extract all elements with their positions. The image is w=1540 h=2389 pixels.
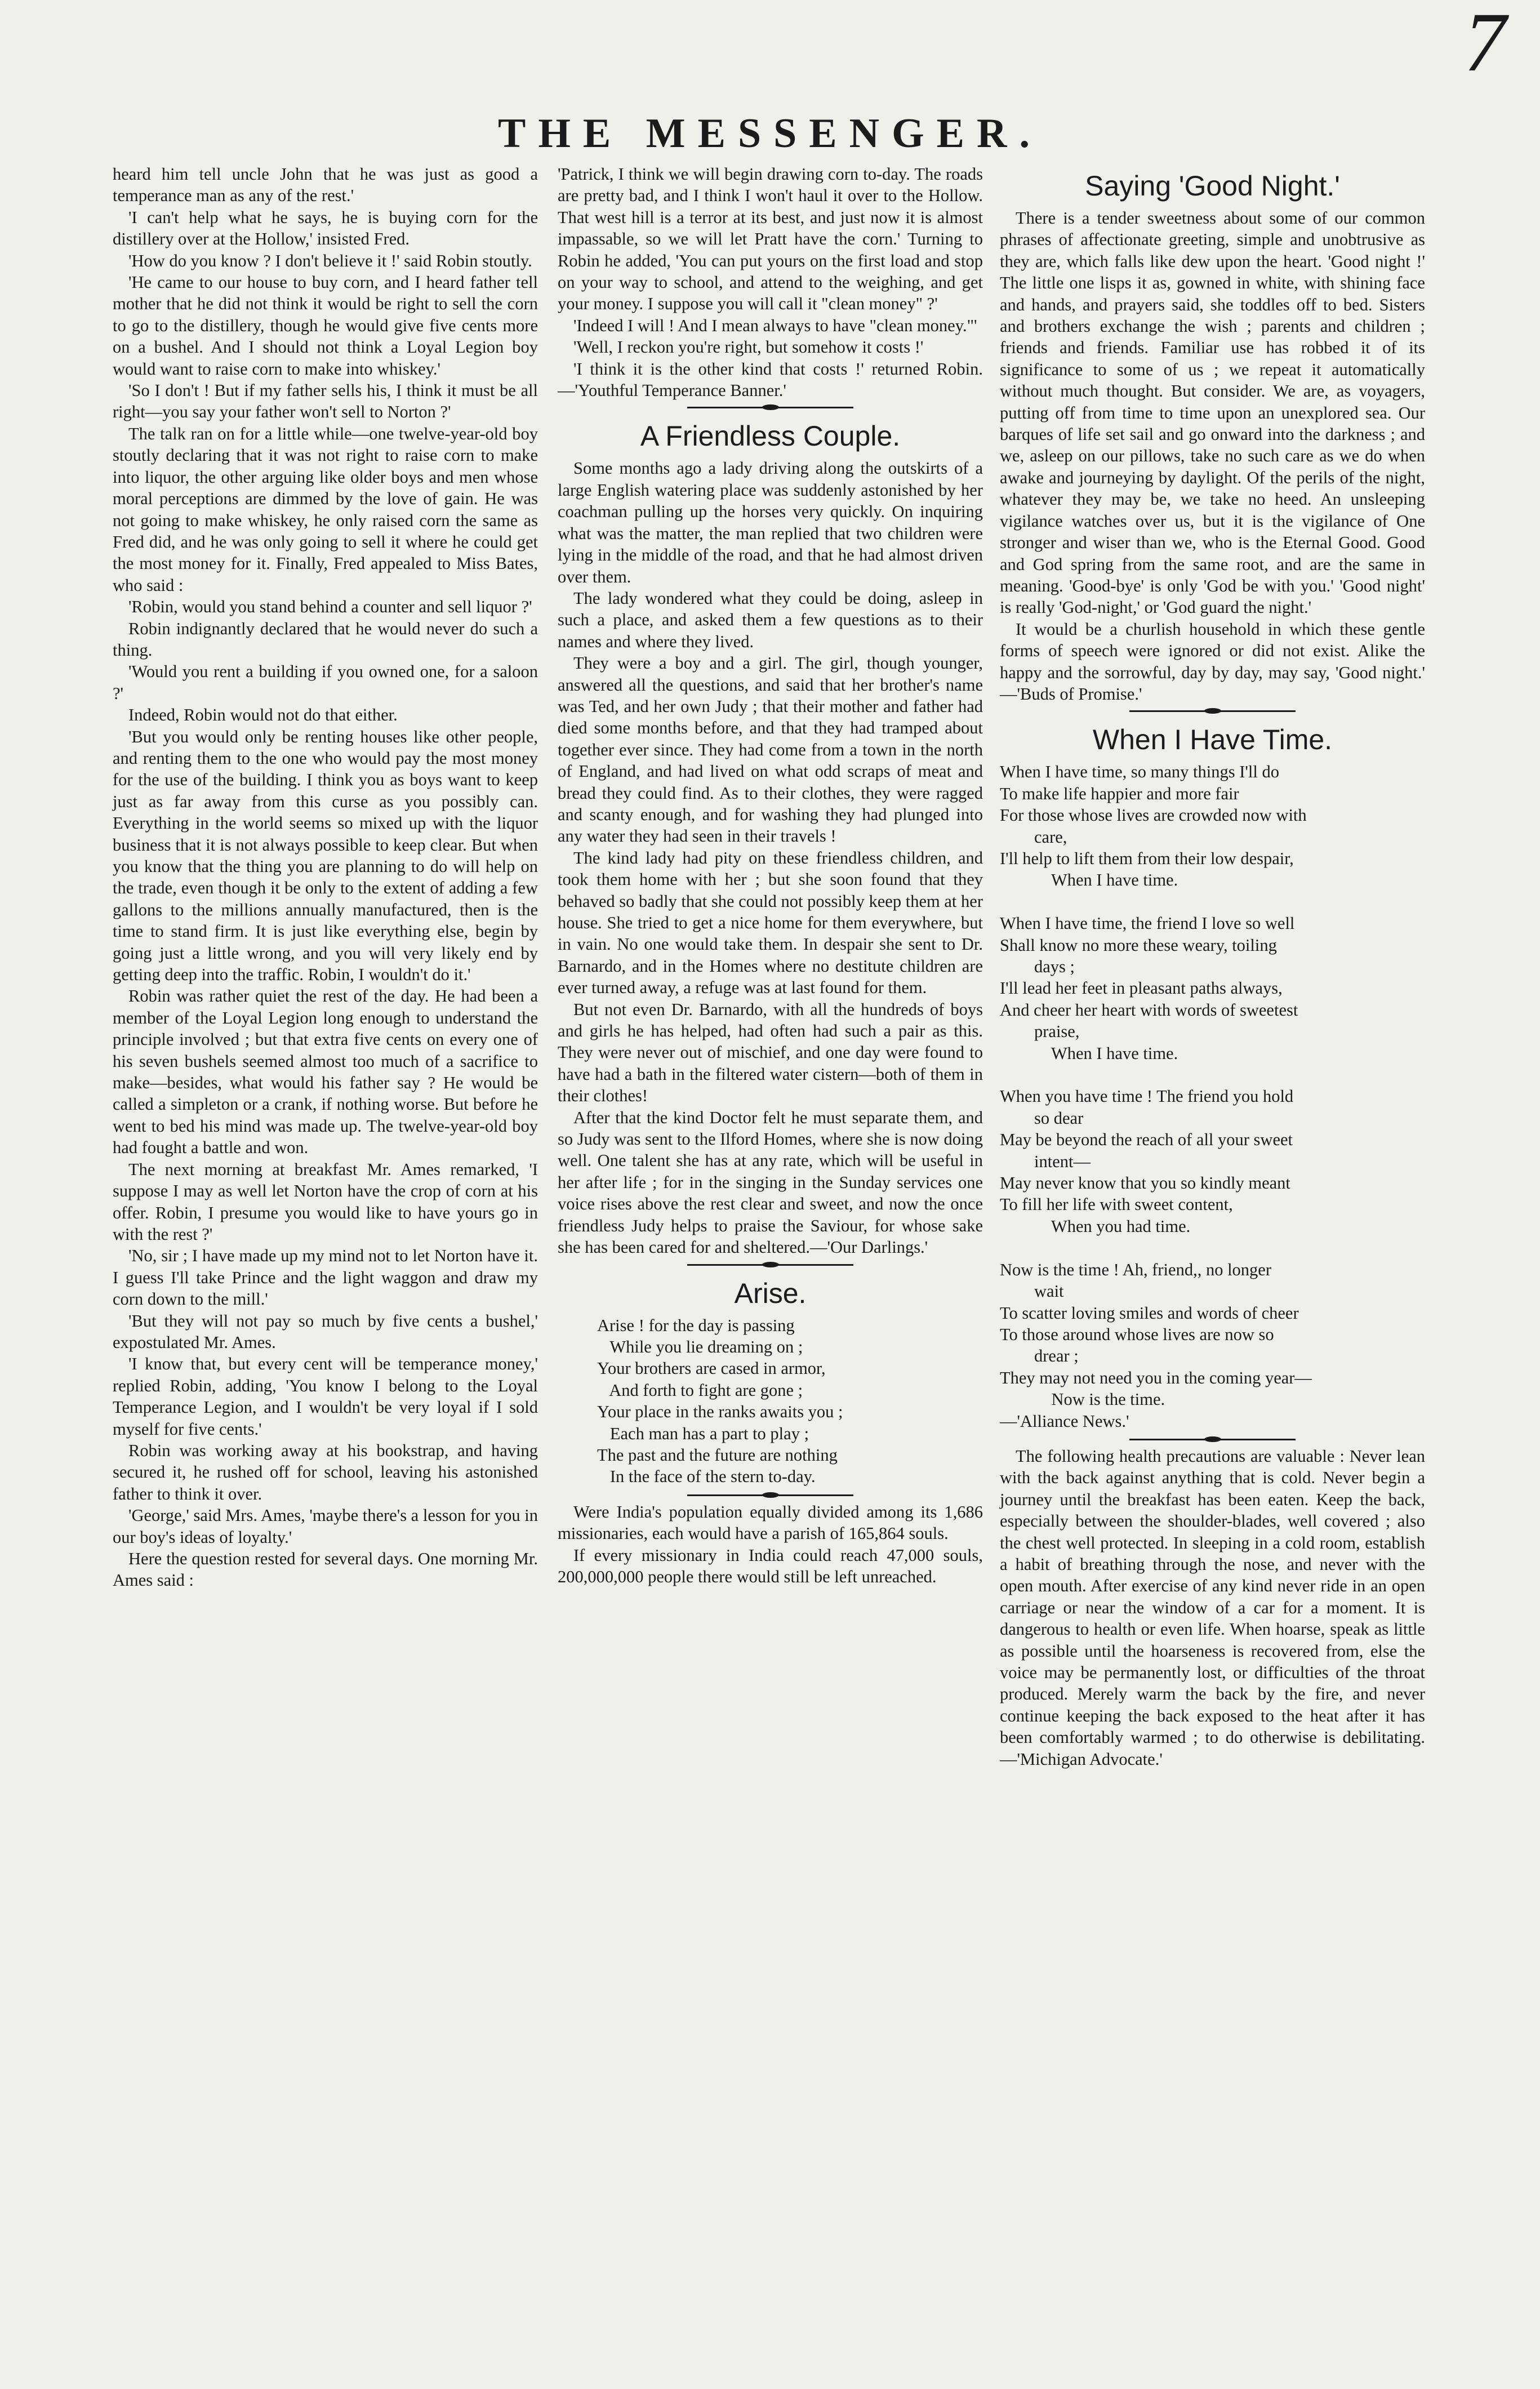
paragraph: 'How do you know ? I don't believe it !' said Robin stoutly. <box>128 251 532 270</box>
poem-line: Now is the time. <box>1000 1390 1165 1409</box>
poem-line: When I have time, so many things I'll do <box>1000 762 1279 782</box>
poem-line: Your brothers are cased in armor, <box>597 1359 826 1378</box>
paragraph: Robin was working away at his bookstrap, and having secured it, he rushed off for school, leaving his astonished father to think it over. <box>113 1440 538 1503</box>
poem-line: intent— <box>1000 1151 1091 1171</box>
poem-line: wait <box>1000 1282 1064 1301</box>
poem-line: drear ; <box>1000 1346 1079 1366</box>
poem-line: To scatter loving smiles and words of cheer <box>1000 1303 1299 1323</box>
poem-line <box>1000 1237 1425 1258</box>
section-divider <box>558 1258 983 1271</box>
paragraph: 'Robin, would you stand behind a counter and sell liquor ?' <box>128 597 532 617</box>
poem-line: To those around whose lives are now so <box>1000 1324 1274 1344</box>
poem-line: Your place in the ranks awaits you ; <box>597 1402 843 1422</box>
paragraph: 'Well, I reckon you're right, but somehow it costs !' <box>573 337 924 357</box>
paragraph: The talk ran on for a little while—one twelve-year-old boy stoutly declaring that it was not right to raise corn to make into liquor, the other arguing like older boys and men whose moral perceptions are dimmed by the love of gain. He was not going to make whiskey, he only raised corn the same as Fred did, and he was only going to sell it where he could get the most money for it. Finally, Fred appealed to Miss Bates, who said : <box>113 424 538 595</box>
paragraph: Robin was rather quiet the rest of the day. He had been a member of the Loyal Legion long enough to understand the principle involved ; but that extra five cents on every one of his seven bushels seemed almost too much of a sacrifice to make—besides, what would his father say ? He would be called a simpleton or a crank, if nothing worse. But before he went to bed his mind was made up. The twelve-year-old boy had fought a battle and won. <box>113 986 538 1158</box>
paragraph: 'He came to our house to buy corn, and I heard father tell mother that he did not think it would be right to sell the corn to go to the distillery, though he would give five cents more on a bushel. And I should not think a Loyal Legion boy would want to raise corn to make into whiskey.' <box>113 273 538 379</box>
poem-arise <box>558 1315 983 1488</box>
paragraph: 'I know that, but every cent will be temperance money,' replied Robin, adding, 'You know I belong to the Loyal Temperance Legion, and I wouldn't be very loyal if I sold myself for five cents.' <box>113 1354 538 1439</box>
poem-line: Each man has a part to play ; <box>597 1423 809 1443</box>
poem-title-when-i-have-time: When I Have Time. <box>1092 724 1333 756</box>
poem-line: The past and the future are nothing <box>597 1445 838 1465</box>
poem-line: And cheer her heart with words of sweetest <box>1000 1000 1298 1020</box>
paragraph: If every missionary in India could reach 47,000 souls, 200,000,000 people there would still be left unreached. <box>558 1545 983 1586</box>
poem-line: While you lie dreaming on ; <box>597 1337 803 1356</box>
paragraph: Indeed, Robin would not do that either. <box>128 705 398 725</box>
poem-line: When I have time. <box>1000 1043 1178 1063</box>
poem-line: When you had time. <box>1000 1216 1191 1236</box>
poem-line: I'll help to lift them from their low despair, <box>1000 848 1294 868</box>
poem-line: so dear <box>1000 1108 1084 1128</box>
section-divider <box>1000 705 1425 717</box>
paragraph: 'Indeed I will ! And I mean always to have "clean money."' <box>573 315 977 335</box>
paragraph: The kind lady had pity on these friendless children, and took them home with her ; but she soon found that they behaved so badly that she could not possibly keep them at her house. She tried to get a nice home for them everywhere, but in vain. No one would take them. In despair she sent to Dr. Barnardo, and in the Homes where no destitute children are ever turned away, a refuge was at last found for them. <box>558 848 983 998</box>
poem-line: days ; <box>1000 957 1075 976</box>
poem-line: Now is the time ! Ah, friend,, no longer <box>1000 1260 1271 1279</box>
paragraph: 'Patrick, I think we will begin drawing corn to-day. The roads are pretty bad, and I think I won't haul it over to the Hollow. That west hill is a terror at its best, and just now it is almost impassable, so we will let Pratt have the corn.' Turning to Robin he added, 'You can put yours on the first load and stop on your way to school, and attend to the weighing, and get your money. I suppose you will call it "clean money" ?' <box>558 164 983 314</box>
paragraph: Here the question rested for several days. One morning Mr. Ames said : <box>113 1549 538 1590</box>
section-divider <box>558 1489 983 1501</box>
paragraph: 'No, sir ; I have made up my mind not to let Norton have it. I guess I'll take Prince and the light waggon and draw my corn down to the mill.' <box>113 1246 538 1309</box>
masthead: THE MESSENGER. <box>498 110 1042 157</box>
poem-line: praise, <box>1000 1022 1080 1042</box>
page-number: 7 <box>1464 0 1506 89</box>
poem-line: May never know that you so kindly meant <box>1000 1173 1290 1193</box>
paragraph: After that the kind Doctor felt he must separate them, and so Judy was sent to the Ilford Homes, where she is now doing well. One talent she has at any rate, which will be useful in her after life ; for in the singing in the Sunday services one voice rises above the rest clear and sweet, and now the once friendless Judy helps to praise the Saviour, for whose sake she has been cared for and sheltered.—'Our Darlings.' <box>558 1107 983 1257</box>
poem-line <box>1000 891 1425 913</box>
poem-line: When I have time, the friend I love so well <box>1000 914 1295 933</box>
poem-line: I'll lead her feet in pleasant paths always, <box>1000 978 1283 998</box>
poem-source: —'Alliance News.' <box>1000 1411 1129 1431</box>
poem-line: May be beyond the reach of all your sweet <box>1000 1130 1293 1150</box>
paragraph: 'George,' said Mrs. Ames, 'maybe there's a lesson for you in our boy's ideas of loyalty.' <box>113 1506 538 1547</box>
poem-when-i-have-time <box>1000 761 1425 1432</box>
poem-line: care, <box>1000 827 1067 847</box>
paragraph: 'I can't help what he says, he is buying corn for the distillery over at the Hollow,' insisted Fred. <box>113 207 538 249</box>
poem-line: And forth to fight are gone ; <box>597 1380 803 1400</box>
poem-line: When I have time. <box>1000 870 1178 890</box>
poem-line: When you have time ! The friend you hold <box>1000 1087 1294 1106</box>
paragraph: It would be a churlish household in which these gentle forms of speech were ignored or did not exist. Alike the happy and the sorrowful, day by day, may say, 'Good night.' —'Buds of Promise.' <box>1000 619 1425 704</box>
poem-line: To fill her life with sweet content, <box>1000 1195 1233 1214</box>
article-title-friendless-couple: A Friendless Couple. <box>640 420 901 452</box>
paragraph: heard him tell uncle John that he was just as good a temperance man as any of the rest.' <box>113 164 538 206</box>
poem-line: In the face of the stern to-day. <box>597 1467 816 1487</box>
poem-line: Shall know no more these weary, toiling <box>1000 935 1277 955</box>
paragraph: There is a tender sweetness about some of our common phrases of affectionate greeting, simple and unobtrusive as they are, which falls like dew upon the heart. 'Good night !' The little one lisps it as, gowned in white, with shining face and hands, and prayers said, she toddles off to bed. Sisters and brothers exchange the wish ; parents and children ; friends and friends. Familiar use has robbed it of its significance to some of us ; we repeat it automatically without much thought. But consider. We are, as voyagers, putting off from time to time upon an unexplored sea. Our barques of life set sail and go onward into the darkness ; and we, asleep on our pillows, take no such care as we do when awake and journeying by daylight. Of the perils of the night, whatever they may be, we take no heed. An unsleeping vigilance watches over us, but it is the vigilance of One stronger and wiser than we, who is the Eternal Good. Good and God spring from the same root, and are the same in meaning. 'Good-bye' is only 'God be with you.' 'Good night' is really 'God-night,' or 'God guard the night.' <box>1000 208 1425 617</box>
poem-line: Arise ! for the day is passing <box>597 1315 795 1335</box>
poem-line <box>1000 1064 1425 1085</box>
poem-line: To make life happier and more fair <box>1000 784 1239 803</box>
paragraph: They were a boy and a girl. The girl, though younger, answered all the questions, and said that her brother's name was Ted, and her own Judy ; that their mother and father had died some months before, and that they had tramped about together ever since. They had come from a town in the north of England, and had lived on what odd scraps of meat and bread they could find. As to their clothes, they were ragged and scanty enough, and for washing they had plunged into any water they had seen in their travels ! <box>558 653 983 846</box>
poem-line: For those whose lives are crowded now with <box>1000 806 1307 825</box>
section-divider <box>1000 1433 1425 1445</box>
paragraph: 'But they will not pay so much by five cents a bushel,' expostulated Mr. Ames. <box>113 1311 538 1352</box>
paragraph: The lady wondered what they could be doing, asleep in such a place, and asked them a few questions as to their names and where they lived. <box>558 588 983 651</box>
paragraph: Were India's population equally divided among its 1,686 missionaries, each would have a parish of 165,864 souls. <box>558 1502 983 1543</box>
paragraph: 'So I don't ! But if my father sells his, I think it must be all right—you say your father won't sell to Norton ?' <box>113 381 538 422</box>
paragraph-health: The following health precautions are valuable : Never lean with the back against anything that is cold. Never begin a journey until the breakfast has been eaten. Keep the back, especially between the shoulder-blades, well covered ; also the chest well protected. In sleeping in a cold room, establish a habit of breathing through the nose, and never with the open mouth. After exercise of any kind never ride in an open carriage or near the window of a car for a moment. It is dangerous to health or even life. When hoarse, speak as little as possible until the hoarseness is recovered from, else the voice may be permanently lost, or difficulties of the throat produced. Merely warm the back by the fire, and never continue keeping the back exposed to the heat after it has been comfortably warmed ; to do otherwise is debilitating.—'Michigan Advocate.' <box>1000 1446 1425 1769</box>
poem-title-arise: Arise. <box>734 1277 807 1309</box>
paragraph: 'I think it is the other kind that costs !' returned Robin.—'Youthful Temperance Banner.' <box>558 359 983 401</box>
paragraph: Some months ago a lady driving along the outskirts of a large English watering place was suddenly astonished by her coachman pulling up the horses very quickly. On inquiring what was the matter, the man replied that two children were lying in the middle of the road, and that he had almost driven over them. <box>558 459 983 586</box>
column-2 <box>558 163 983 1587</box>
paragraph: But not even Dr. Barnardo, with all the hundreds of boys and girls he has helped, had often had such a pair as this. They were never out of mischief, and one day were found to have had a bath in the filtered water cistern—both of them in their clothes! <box>558 999 983 1106</box>
column-3 <box>1000 163 1425 1770</box>
paragraph: 'But you would only be renting houses like other people, and renting them to the one who would pay the most money for the use of the building. I think you as boys want to keep just as far away from this curse as you possibly can. Everything in the world seems so mixed up with the liquor business that it is not always possible to keep clear. But when you know that the thing you are planning to do will help on the trade, even though it be only to the extent of adding a few gallons to the millions annually manufactured, then is the time to stand firm. It is just like everything else, begin by going just a little wrong, and you will very likely end by getting deep into the traffic. Robin, I wouldn't do it.' <box>113 727 538 985</box>
article-title-good-night: Saying 'Good Night.' <box>1085 170 1340 202</box>
paragraph: 'Would you rent a building if you owned one, for a saloon ?' <box>113 662 538 703</box>
column-1 <box>113 163 538 1591</box>
paragraph: The next morning at breakfast Mr. Ames remarked, 'I suppose I may as well let Norton have the crop of corn at his offer. Robin, I presume you would like to have yours go in with the rest ?' <box>113 1159 538 1244</box>
section-divider <box>558 401 983 413</box>
paragraph: Robin indignantly declared that he would never do such a thing. <box>113 619 538 660</box>
poem-line: They may not need you in the coming year— <box>1000 1368 1312 1387</box>
